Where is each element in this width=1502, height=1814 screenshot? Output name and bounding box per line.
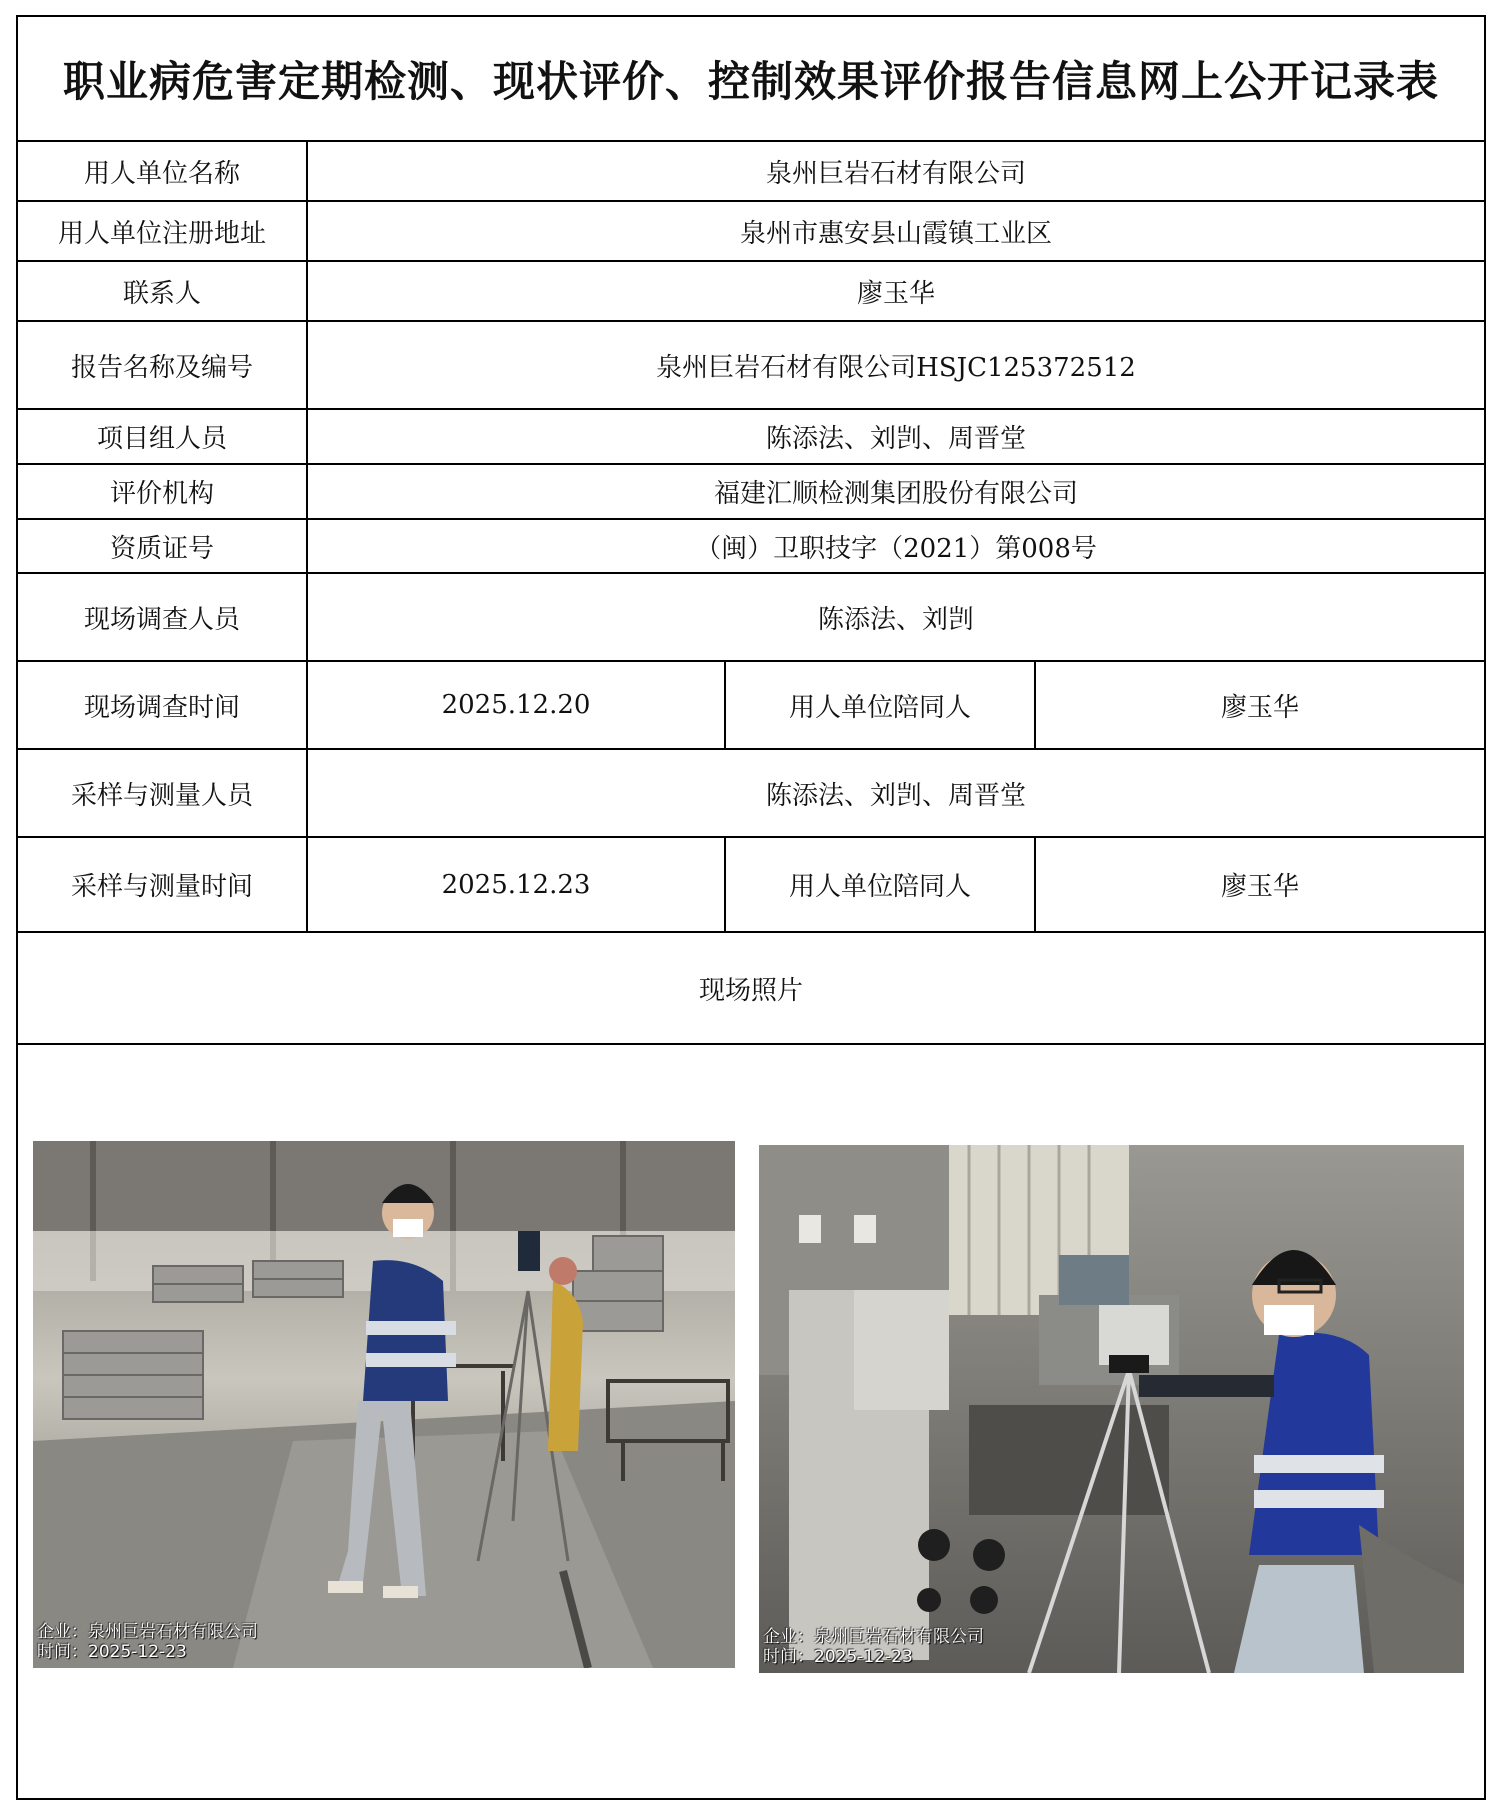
- page-title: 职业病危害定期检测、现状评价、控制效果评价报告信息网上公开记录表: [18, 17, 1484, 142]
- row-employer-address: [18, 202, 1484, 262]
- employer-name-label: 用人单位名称: [18, 142, 308, 200]
- photo-2-caption-time: 时间：2025-12-23: [763, 1647, 913, 1667]
- row-qualification: [18, 520, 1484, 574]
- survey-companion-label: 用人单位陪同人: [726, 662, 1036, 748]
- employer-address-value: 泉州市惠安县山霞镇工业区: [739, 218, 1052, 249]
- site-photo-2: [759, 1145, 1464, 1673]
- report-value: 泉州巨岩石材有限公司HSJC125372512: [656, 352, 1136, 383]
- survey-time-label: 现场调查时间: [18, 662, 308, 748]
- photo-1-caption-time: 时间：2025-12-23: [37, 1642, 187, 1662]
- sampling-companion-label: 用人单位陪同人: [726, 838, 1036, 931]
- row-employer-name: [18, 142, 1484, 202]
- survey-time-value: 2025.12.20: [308, 662, 726, 748]
- sampling-staff-value: 陈添法、刘剀、周晋堂: [765, 780, 1026, 811]
- photo-2-caption: [763, 1627, 984, 1667]
- survey-staff-label: 现场调查人员: [18, 574, 308, 660]
- row-sampling-staff: [18, 750, 1484, 838]
- qualification-value: （闽）卫职技字（2021）第008号: [695, 533, 1097, 564]
- employer-name-value: 泉州巨岩石材有限公司: [765, 158, 1026, 189]
- photo-1-caption-company: 企业：泉州巨岩石材有限公司: [37, 1622, 258, 1642]
- contact-value: 廖玉华: [856, 278, 935, 309]
- sampling-staff-label: 采样与测量人员: [18, 750, 308, 836]
- survey-companion-value: 廖玉华: [1220, 692, 1299, 723]
- row-evaluator: [18, 465, 1484, 520]
- photo-2-caption-company: 企业：泉州巨岩石材有限公司: [763, 1627, 984, 1647]
- evaluator-label: 评价机构: [18, 465, 308, 518]
- row-report: [18, 322, 1484, 410]
- sampling-companion-value: 廖玉华: [1220, 872, 1299, 902]
- project-team-label: 项目组人员: [18, 410, 308, 463]
- photos-header: 现场照片: [698, 975, 803, 1006]
- row-survey-staff: [18, 574, 1484, 662]
- row-contact: [18, 262, 1484, 322]
- row-photos-header: [18, 933, 1484, 1045]
- photos-area: [18, 1045, 1484, 1798]
- report-label: 报告名称及编号: [18, 322, 308, 408]
- photo-1-caption: [37, 1622, 258, 1662]
- record-sheet: [16, 15, 1486, 1800]
- row-sampling-time: [18, 838, 1484, 933]
- evaluator-value: 福建汇顺检测集团股份有限公司: [713, 479, 1078, 509]
- employer-address-label: 用人单位注册地址: [18, 202, 308, 260]
- row-project-team: [18, 410, 1484, 465]
- site-photo-2-image: [759, 1145, 1464, 1673]
- row-survey-time: [18, 662, 1484, 750]
- contact-label: 联系人: [18, 262, 308, 320]
- survey-staff-value: 陈添法、刘剀: [817, 604, 974, 635]
- sampling-time-label: 采样与测量时间: [18, 838, 308, 931]
- project-team-value: 陈添法、刘剀、周晋堂: [765, 424, 1026, 454]
- qualification-label: 资质证号: [18, 520, 308, 572]
- sampling-time-value: 2025.12.23: [308, 838, 726, 931]
- site-photo-1-image: [33, 1141, 735, 1668]
- site-photo-1: [33, 1141, 735, 1668]
